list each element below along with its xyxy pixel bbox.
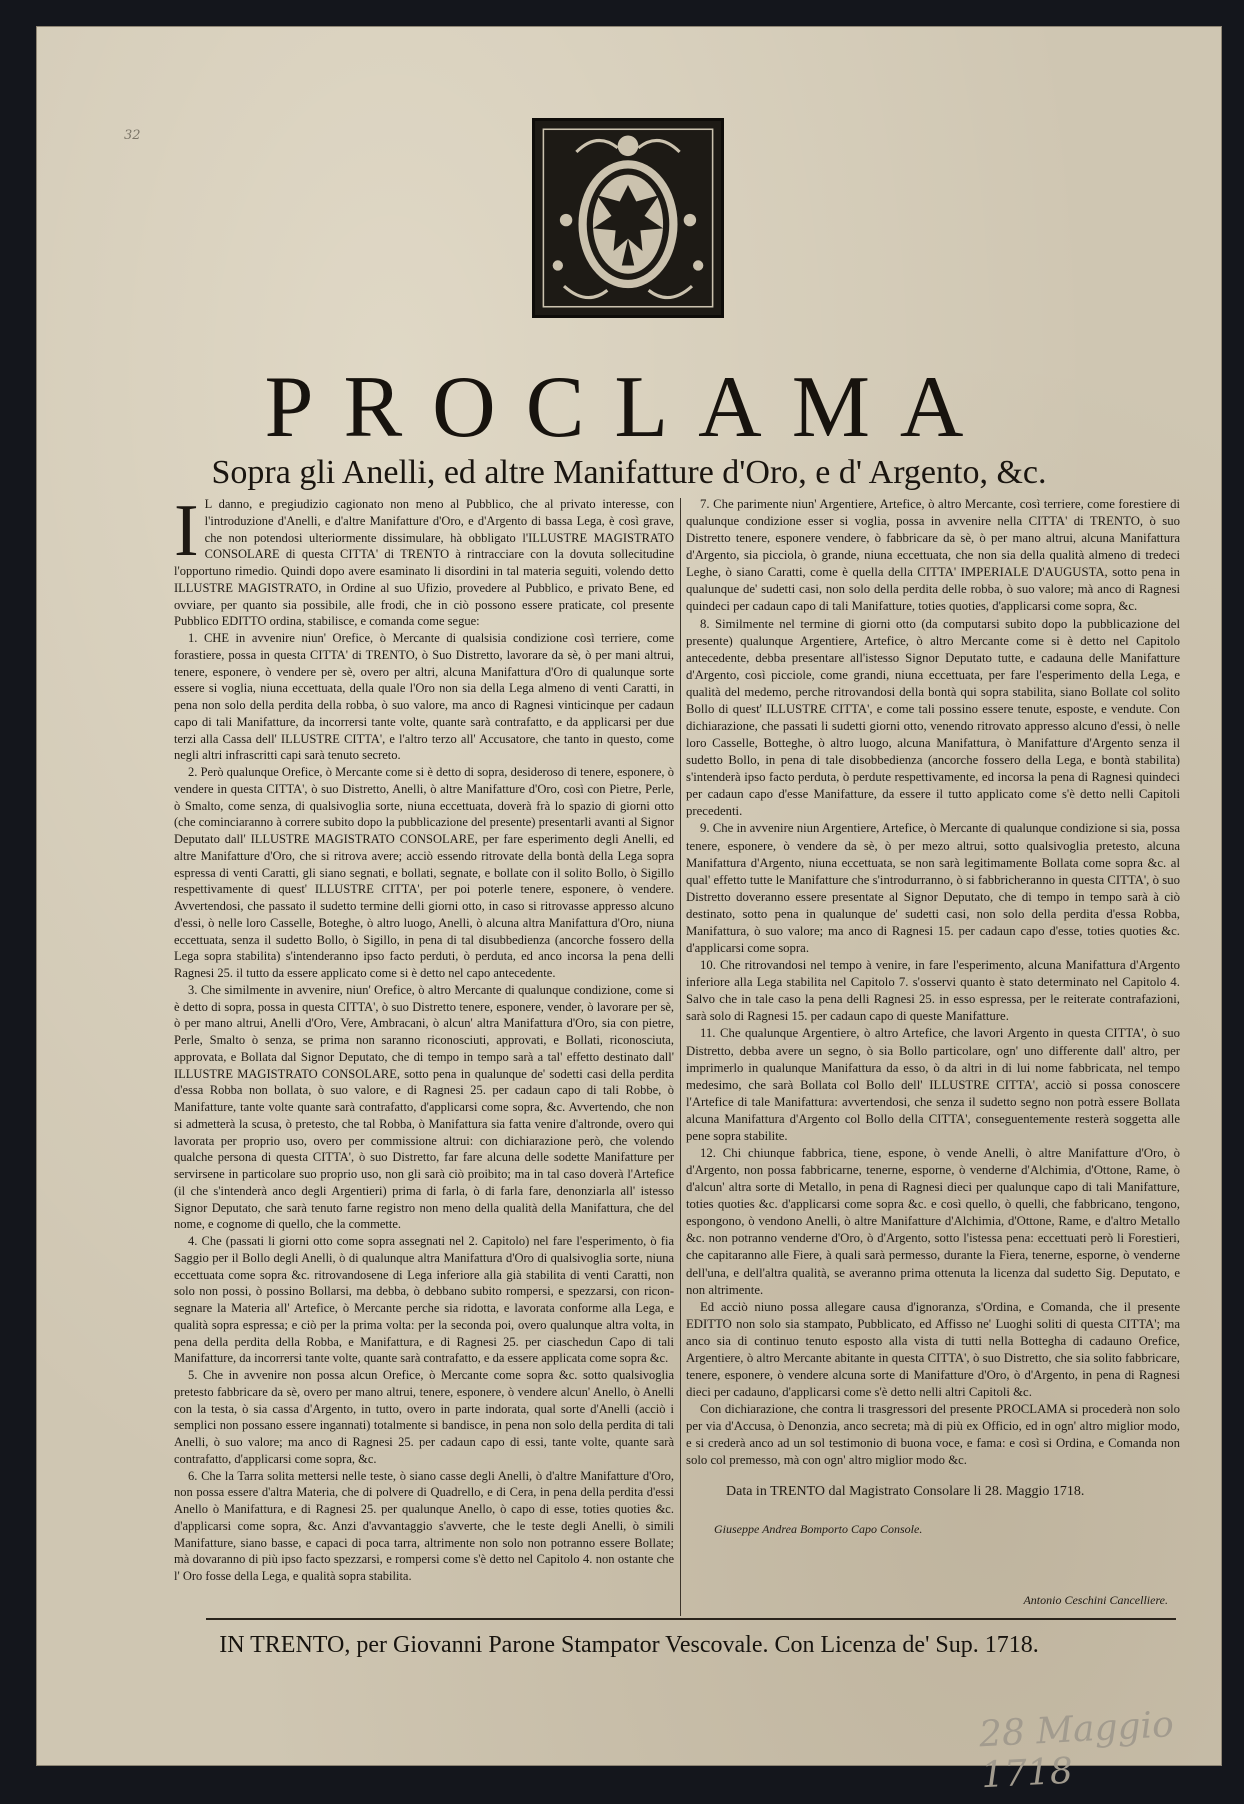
eagle-crest-icon xyxy=(535,121,721,315)
right-text-column xyxy=(686,496,1180,1609)
proclamation-sheet xyxy=(36,26,1222,1797)
coat-of-arms-woodcut xyxy=(532,118,724,318)
chapter-11-paragraph: 11. Che qualunque Argentiere, ò altro Artefice, che lavori Argento in questa CITTA', ò suo Distretto, debba avere un segno, ò sia Bollo particolare, ogn' uno differente dall' altro, per imprimerlo in qualunque Manifattura da esso, ò da altri in di lui nome fabbricata, nel tempo medesimo, che sarà Bollata col Bollo dell' ILLUSTRE CITTA', acciò si possa conoscere l'Artefice di tale Manifattura: avvertendosi, che senza il sudetto segno non potrà essere Bollata alcuna Manifattura d'Argento col Bollo della CITTA', conseguentemente resterà soggetta alle pene sopra stabilite. xyxy=(686,1026,1180,1143)
dateline: Data in TRENTO dal Magistrato Consolare li 28. Maggio 1718. xyxy=(726,1484,1085,1500)
chapter-9-paragraph: 9. Che in avvenire niun Argentiere, Artefice, ò Mercante di qualunque condizione si sia, possa tenere, esponere, ò vendere da sè, ò per mezo altrui, sotto qualsivoglia pretesto, alcuna Manifattura d'Argento, niuna eccettuata, se non sarà legitimamente Bollata come sopra &c. al qual' effetto tutte le Manifatture che s'introdurranno, ò si fabbricheranno in questa CITTA', ò suo Distretto doveranno essere presentate al Signor Deputato, che di tempo in tempo sarà à ciò destinato, sotto pena in qualunque de' sudetti casi, non solo della perdita d'essa Robba, Manifattura, ò suo valore; ma anco di Ragnesi 15. per cadaun capo d'esse, toties quoties &c. d'applicarsi come sopra. xyxy=(686,821,1180,956)
declaration-paragraph: Con dichiarazione, che contra li trasgressori del presente PROCLAMA si procederà non solo per via d'Accusa, ò Denonzia, anco secreta; mà di più ex Officio, ed in ogn' altro miglior modo, e si crederà anco ad un sol testimonio di buona voce, e fama: e così si Ordina, e Comanda non solo col premesso, mà con ogn' altro miglior modo &c. xyxy=(686,1402,1180,1468)
chapter-4-paragraph: 4. Che (passati li giorni otto come sopra assegnati nel 2. Capitolo) nel fare l'esperimento, ò fia Saggio per il Bollo degli Anelli, ò di qualunque altra Manifattura d'Oro di qualsivoglia sorte, niuna eccettuata come sopra &c. ritrovandosene di Lega inferiore alla già stabilita di venti Caratti, non solo non possi, ò possino Bollarsi, ma debba, ò debbano subito rompersi, e spezzarsi, con ricon-segnare la Materia all' Artefice, ò Mercante perche sia ridotta, e lavorata conforme alla Lega, e qualità sopra espressa; e ciò per la prima volta: per la seconda poi, overo qualunque altra volta, in pena della perdita della Robba, e Manifattura, e di Ragnesi 25. per ciaschedun Capo di tali Manifatture, da incorrersi tante volte, quante sarà contrafatto, e da essere applicata come sopra &c. xyxy=(174,1234,674,1366)
publication-order-paragraph: Ed acciò niuno possa allegare causa d'ignoranza, s'Ordina, e Comanda, che il presente EDITTO non solo sia stampato, Pubblicato, ed Affisso ne' Luoghi soliti di questa CITTA'; ma anco sia di continuo tenuto esposto alla vista di tutti nella Bottegha di cadauno Orefice, Argentiere, ò altro Mercante abitante in questa CITTA', ò suo Distretto, che sia solito fabbricare, tenere, esponere, ò vendere alcuna sorte di Manifatture d'Oro, ò d'Argento, in pena di Ragnesi dieci per cadauno, d'applicarsi come s'è detto nelli altri Capitoli &c. xyxy=(686,1299,1180,1400)
dropcap-letter: I xyxy=(174,490,199,572)
printer-imprint: IN TRENTO, per Giovanni Parone Stampator Vescovale. Con Licenza de' Sup. 1718. xyxy=(219,1632,1039,1658)
consul-signature: Giuseppe Andrea Bomporto Capo Console. xyxy=(714,1521,923,1536)
chancellor-signature: Antonio Ceschini Cancelliere. xyxy=(1023,1592,1168,1607)
imprint-rule xyxy=(206,1618,1176,1620)
column-divider xyxy=(680,498,681,1616)
proclamation-subtitle: Sopra gli Anelli, ed altre Manifatture d'Oro, e d' Argento, &c. xyxy=(211,454,1047,491)
preamble-paragraph: I L danno, e pregiudizio cagionato non meno al Pubblico, che al privato interesse, con l'introduzione d'Anelli, e d'altre Manifatture d'Oro, e d'Argento di bassa Lega, è così grave, che non potendosi ulteriormente dissimulare, hà obbligato l'ILLUSTRE MAGISTRATO CONSOLARE di questa CITTA' di TRENTO à rintracciare con la dovuta sollecitudine l'opportuno rimedio. Quindi dopo avere esaminato li disordini in tal materia seguiti, volendo detto ILLUSTRE MAGISTRATO, in Ordine al suo Ufizio, provedere al Pubblico, e privato Bene, ed ovviare, per quanto sia possibile, alle frodi, che in ciò possono essere praticate, col presente Pubblico EDITTO ordina, stabilisce, e comanda come segue: xyxy=(174,490,674,629)
chapter-8-paragraph: 8. Similmente nel termine di giorni otto (da computarsi subito dopo la pubblicazione del presente) qualunque Argentiere, Artefice, ò altro Mercante come si è detto nel Capitolo antecedente, debba presentare all'istesso Signor Deputato tutte, e cadauna delle Manifatture d'Argento, così picciole, come grandi, niuna eccettuata, per fare l'esperimento della Lega, e qualità del medemo, perche ritrovandosi della bontà qui sopra stabilita, siano Bollate col solito Bollo di quest' ILLUSTRE CITTA', e come tali possino essere tenute, esposte, e vendute. Con dichiarazione, che passati li sudetti giorni otto, venendo ritrovato appresso alcuno d'essi, ò nelle loro Casselle, Botteghe, ò altro luogo, alcuna Manifattura, ò Manifatture d'Argento senza il sudetto Bollo, in pena di tale disobbedienza (ancorche fossero della Lega, e bontà stabilita) s'intenderà ipso facto perduta, ò perdute respettivamente, ed incorsa la pena di Ragnesi quindeci per cadaun capo d'esse Manifatture, da essere il tutto applicato come s'è detto nelli Capitoli precedenti. xyxy=(686,616,1180,819)
proclamation-title: PROCLAMA xyxy=(264,359,994,456)
chapter-7-paragraph: 7. Che parimente niun' Argentiere, Artefice, ò altro Mercante, così terriere, come forestiere di qualunque condizione esser si voglia, possa in avvenire nella CITTA' di TRENTO, ò suo Distretto tenere, esponere vendere, ò fabbricare da sè, ò per mano altrui, alcuna Manifattura d'Argento, sia picciola, ò grande, niuna eccettuata, che non sia della qualità almeno di tredeci Leghe, ò siano Caratti, come è quella della CITTA' IMPERIALE D'AUGUSTA, sotto pena in qualunque de' sudetti casi, non solo della perdita delle robba, ò suo valore; mà anco di Ragnesi quindeci per cadaun capo di tali Manifatture, toties quoties, d'applicarsi come sopra, &c. xyxy=(686,497,1180,614)
chapter-10-paragraph: 10. Che ritrovandosi nel tempo à venire, in fare l'esperimento, alcuna Manifattura d'Argento inferiore alla Lega stabilita nel Capitolo 7. s'osservi quanto è stato determinato nel Capitolo 4. Salvo che in tale caso la pena delli Ragnesi 25. in esso espressa, per le reiterate contrafazioni, sarà solo di Ragnesi 15. per cadaun capo di queste Manifatture. xyxy=(686,958,1180,1024)
handwritten-date-note: 28 Maggio 1718 xyxy=(978,1704,1175,1797)
archive-pencil-number: 32 xyxy=(124,128,141,143)
chapter-12-paragraph: 12. Chi chiunque fabbrica, tiene, espone, ò vende Anelli, ò altre Manifatture d'Oro, ò d'Argento, non possa fabbricarne, tenerne, esporne, ò venderne d'Alchimia, d'Ottone, Rame, ò d'alcun' altra sorte di Metallo, in pena di Ragnesi dieci per qualunque capo di tali Manifatture, toties quoties &c. d'applicarsi come sopra &c. e così quello, ò quelli, che fabbricano, tengono, espongono, ò vendono Anelli, ò altre Manifatture d'Alchimia, d'Ottone, Rame, e d'altro Metallo &c. non potranno venderne d'Oro, ò d'Argento, sotto l'istessa pena: eccettuati però li Forestieri, che capitaranno alle Fiere, à quali sarà permesso, durante la Fiera, tenerne, esporne, ò venderne dell'una, e dell'altra qualità, se averanno prima ottenuta la licenza dal sudetto Sig. Deputato, e non altrimente. xyxy=(686,1145,1180,1297)
chapter-6-paragraph: 6. Che la Tarra solita mettersi nelle teste, ò siano casse degli Anelli, ò d'altre Manifatture d'Oro, non possa essere d'altra Materia, che di polvere di Quadrello, e di Cera, in pena della perdita d'essi Anello ò Manifattura, e di Ragnesi 25. per qualunque Anello, ò capo di esse, toties quoties &c. d'applicarsi come sopra, &c. Anzi d'avvantaggio s'avverte, che le teste degli Anelli, ò simili Manifatture, siano basse, e capaci di poca tarra, altrimente non solo non potranno essere Bollate; mà dovaranno di più ipso facto spezzarsi, e rompersi come s'è detto nel Capitolo 4. non ostante che l' Oro fosse della Lega, e qualità sopra stabilita. xyxy=(174,1468,674,1583)
chapter-2-paragraph: 2. Però qualunque Orefice, ò Mercante come si è detto di sopra, desideroso di tenere, esponere, ò vendere in questa CITTA', ò suo Distretto, Anelli, ò altre Manifatture d'Oro, così con Pietre, Perle, ò Smalto, come senza, di qualsivoglia sorte, niuna eccettuata, doverà frà lo spazio di giorni otto (che cominciaranno à correre subito dopo la pubblicazione del presente) presentarli avanti al Signor Deputato dall' ILLUSTRE MAGISTRATO CONSOLARE, per fare esperimento degli Anelli, ed altre Manifatture d'Oro, che si ritrova avere; acciò essendo ritrovate della bontà della Lega sopra espressa di venti Caratti, gli siano segnati, e bollati, segnate, e bollate con il solito Bollo, ò Sigillo respettivamente di quest' ILLUSTRE CITTA', per poi poterle tenere, esponere, ò vendere. Avvertendosi, che passato il sudetto termine delli giorni otto, in caso si ritrovasse appresso alcuno d'essi, ò nelle loro Casselle, Boteghe, ò altro luogo, Anelli, ò alcuna altra Manifattura d'Oro, niuna eccettuata, senza il sudetto Bollo, ò Sigillo, in pena di tal disubbedienza (ancorche fossero della Lega sopra stabilita) s'intenderanno ipso facto perduti, ò perduta, ed anco incorsa la pena delli Ragnesi 25. il tutto da essere applicato come si è detto nel capo antecedente. xyxy=(174,765,674,980)
left-text-column xyxy=(174,490,674,1585)
chapter-1-paragraph: 1. CHE in avvenire niun' Orefice, ò Mercante di qualsisia condizione così terriere, come forastiere, possa in questa CITTA' di TRENTO, ò Suo Distretto, lavorare da sè, ò per mani altrui, tenere, esponere, ò vendere per sè, overo per altri, alcuna Manifattura d'Oro di qualunque sorte essere si voglia, niuna eccettuata, della quale l'Oro non sia della Lega almeno di venti Caratti, in pena non solo della perdita della robba, ò suo valore, ma anco di Ragnesi vinticinque per cadaun capo di tali Manifatture, da incorrersi tante volte, quante sarà contrafatto, e da applicarsi per due terzi alla Cassa dell' ILLUSTRE CITTA', e l'altro terzo all' Accusatore, che tanto in questo, come negli altri infrascritti capi sarà tenuto secreto. xyxy=(174,631,674,763)
chapter-3-paragraph: 3. Che similmente in avvenire, niun' Orefice, ò altro Mercante di qualunque condizione, come si è detto di sopra, possa in questa CITTA', ò suo Distretto tenere, esponere, vender, ò lavorare per sè, ò per mano altrui, Anelli d'Oro, Vere, Ambracani, ò alcun' altra Manifattura d'Oro, sia con pietre, Perle, Smalto ò senza, se prima non saranno riconosciuti, approvati, e Bollati, riconosciuta, approvata, e Bollata dal Signor Deputato, che di tempo in tempo sarà a tal' effetto destinato dall' ILLUSTRE MAGISTRATO CONSOLARE, sotto pena in qualunque de' sodetti casi della perdita d'essa Robba non bollata, ò suo valore, e di Ragnesi 25. per cadaun capo di tali Robbe, ò Manifatture, tante volte quante sarà contrafatto, d'applicarsi come sopra, &c. Avvertendo, che non si admetterà la scusa, ò pretesto, che tal Robba, ò Manifattura sia fatta venire d'altronde, overo qui lavorata per proprio uso, overo per commissione altrui: con dichiarazione però, che volendo qualche persona di questa CITTA', ò suo Distretto, far fare alcuna delle sodette Manifatture per servirsene in particolare suo proprio uso, non gli sarà ciò proibito; ma in tal caso doverà l'Artefice (il che s'intenderà anco degli Argentieri) prima di farla, ò di farla fare, denonziarla all' istesso Signor Deputato, che sarà tenuto farne registro non meno della qualità della Manifattura, che del nome, e cognome di quello, che la commette. xyxy=(174,982,674,1232)
chapter-5-paragraph: 5. Che in avvenire non possa alcun Orefice, ò Mercante come sopra &c. sotto qualsivoglia pretesto fabbricare da sè, overo per mano altrui, tenere, esponere, ò vendere alcun' Anello, ò Anelli con la testa, ò sia cassa d'Argento, in tutto, overo in parte indorata, qual sorte d'Anelli (acciò i semplici non possano essere ingannati) totalmente si bandisce, in pena non solo della perdita di tali Anelli, ò suo valore; ma anco di Ragnesi 25. per cadaun capo di essi, tante volte, quante sarà contrafatto, d'applicarsi come sopra, &c. xyxy=(174,1368,674,1466)
